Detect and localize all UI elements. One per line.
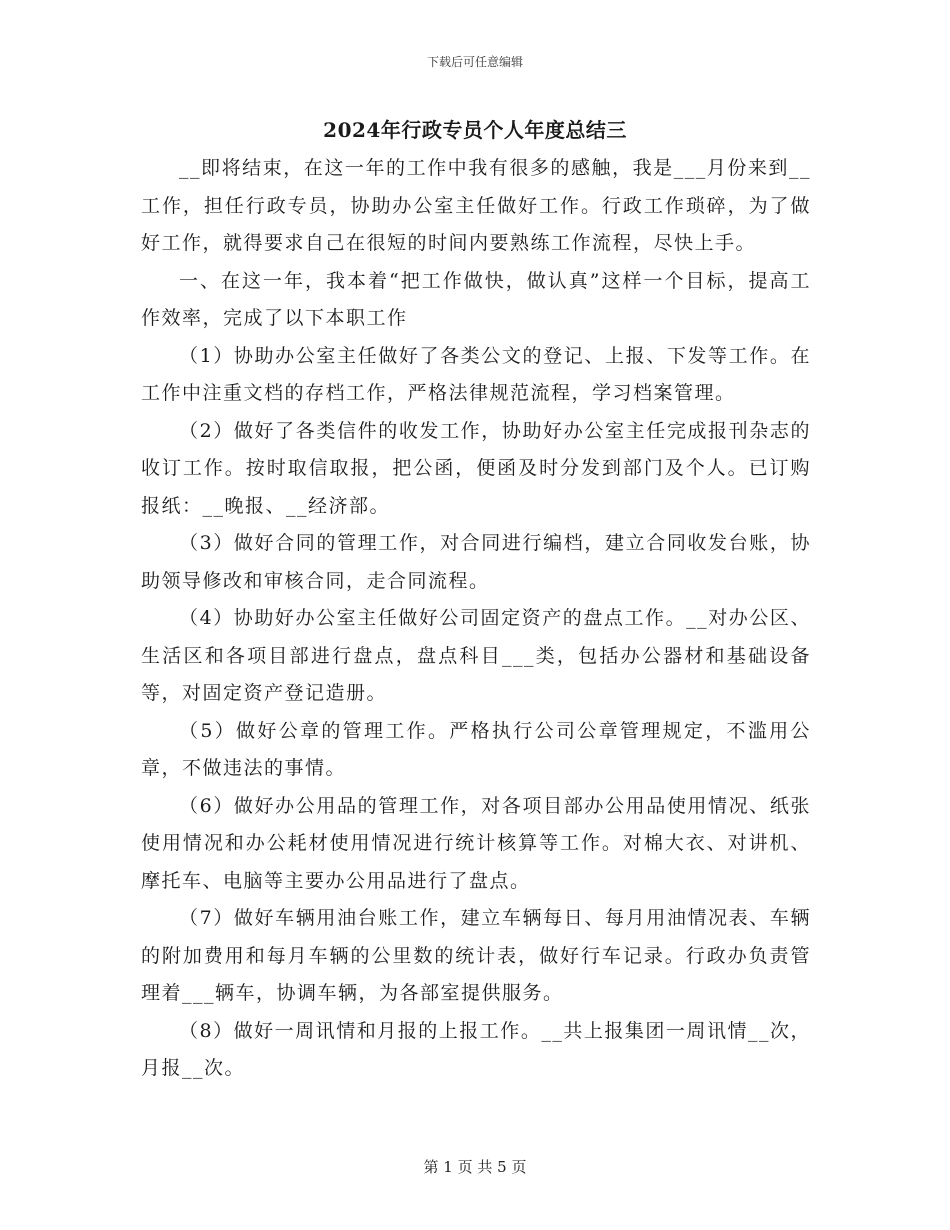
paragraph-intro: __即将结束，在这一年的工作中我有很多的感触，我是___月份来到__工作，担任行政专员，协助办公室主任做好工作。行政工作琐碎，为了做好工作，就得要求自己在很短的时间内要熟练工作流程，尽快上手。 [141,157,811,254]
page-number: 第 1 页 共 5 页 [423,1158,527,1176]
paragraph-item-1: （1）协助办公室主任做好了各类公文的登记、上报、下发等工作。在工作中注重文档的存档工作，严格法律规范流程，学习档案管理。 [141,344,811,404]
paragraph-item-8: （8）做好一周讯情和月报的上报工作。__共上报集团一周讯情__次，月报__次。 [141,1019,811,1079]
paragraph-item-6: （6）做好办公用品的管理工作，对各项目部办公用品使用情况、纸张使用情况和办公耗材使用情况进行统计核算等工作。对棉大衣、对讲机、摩托车、电脑等主要办公用品进行了盘点。 [141,794,811,892]
paragraph-item-4: （4）协助好办公室主任做好公司固定资产的盘点工作。__对办公区、生活区和各项目部进行盘点，盘点科目___类，包括办公器材和基础设备等，对固定资产登记造册。 [141,607,811,704]
paragraph-item-3: （3）做好合同的管理工作，对合同进行编档，建立合同收发台账，协助领导修改和审核合同，走合同流程。 [141,532,811,592]
paragraph-item-5: （5）做好公章的管理工作。严格执行公司公章管理规定，不滥用公章，不做违法的事情。 [141,719,811,779]
paragraph-item-7: （7）做好车辆用油台账工作，建立车辆每日、每月用油情况表、车辆的附加费用和每月车辆的公里数的统计表，做好行车记录。行政办负责管理着___辆车，协调车辆，为各部室提供服务。 [141,907,811,1004]
header-note: 下载后可任意编辑 [426,55,523,69]
paragraph-item-2: （2）做好了各类信件的收发工作，协助好办公室主任完成报刊杂志的收订工作。按时取信取报，把公函，便函及时分发到部门及个人。已订购报纸：__晚报、__经济部。 [141,419,811,517]
document-title: 2024年行政专员个人年度总结三 [323,118,627,142]
document-body [141,150,811,1088]
paragraph-section-1-heading: 一、在这一年，我本着“把工作做快，做认真”这样一个目标，提高工作效率，完成了以下本职工作 [141,269,811,329]
